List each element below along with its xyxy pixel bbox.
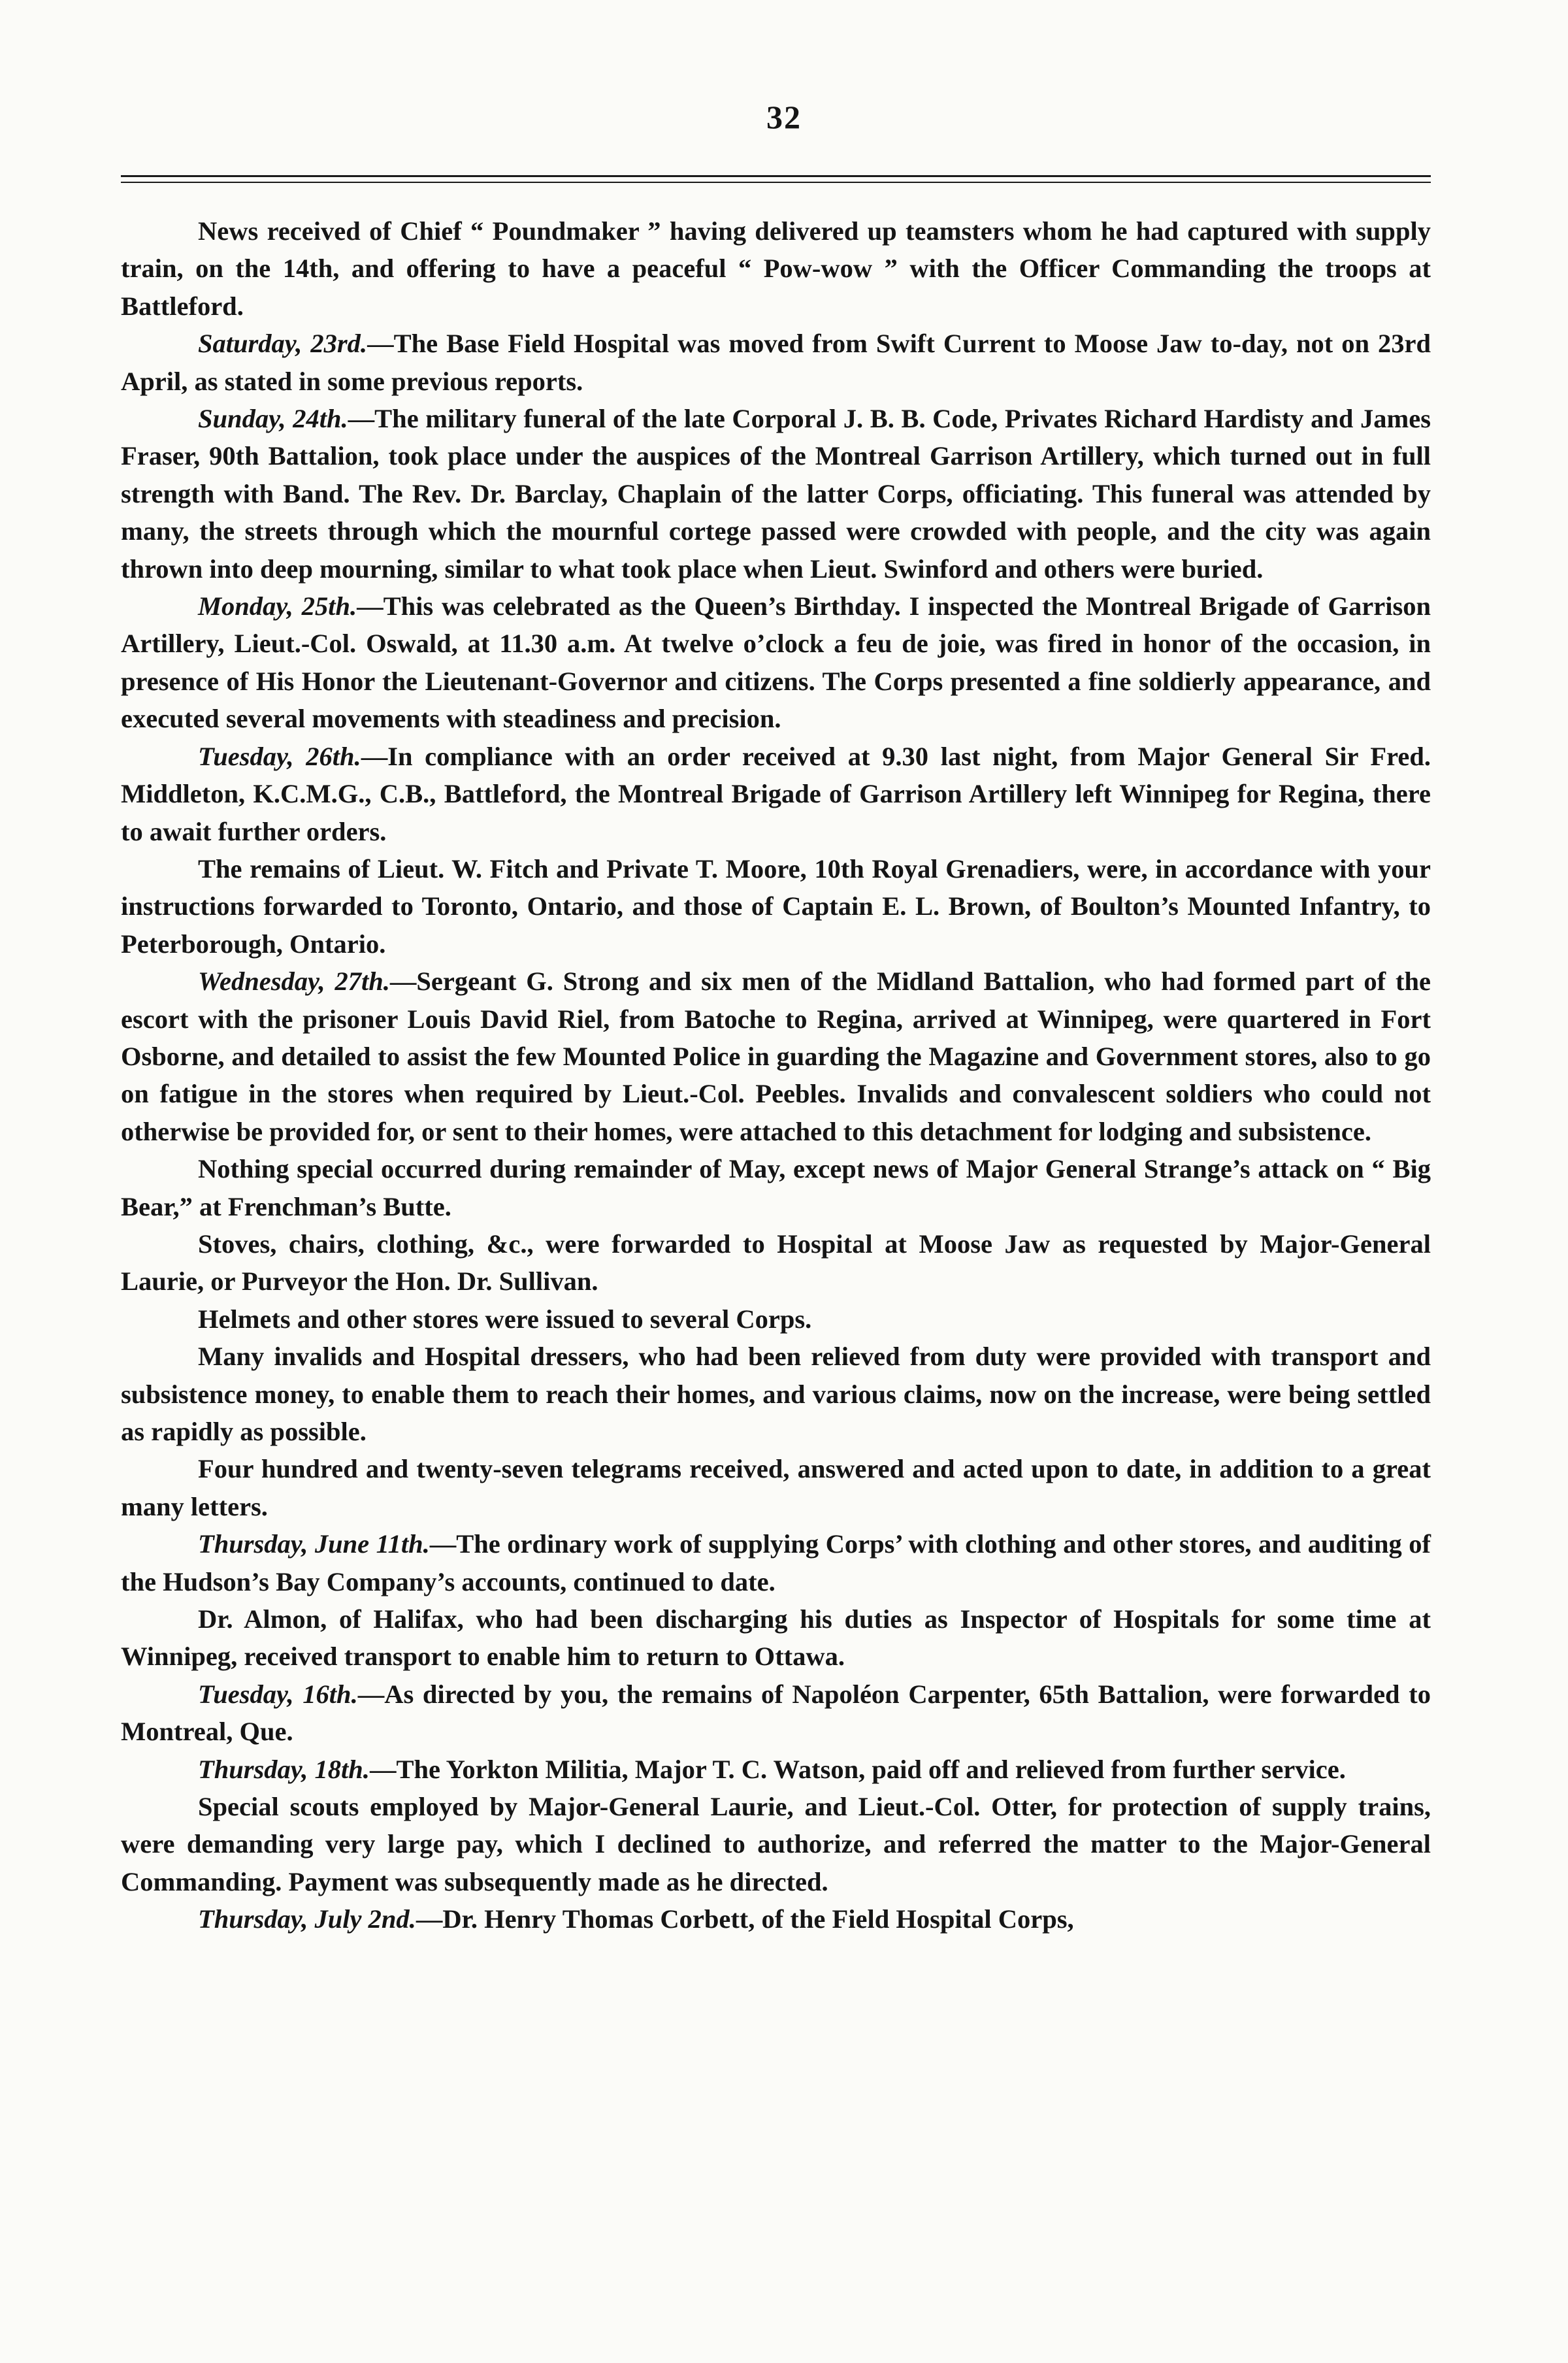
paragraph (121, 1900, 1431, 1938)
paragraph (121, 1751, 1431, 1788)
paragraph-text: —Sergeant G. Strong and six men of the Midland Battalion, who had formed part of the escort with the prisoner Louis David Riel, from Batoche to Regina, arrived at Winnipeg, were quartered in Fort Osborne, and detailed to assist the few Mounted Police in guarding the Magazine and Government stores, also to go on fatigue in the stores when required by Lieut.-Col. Peebles. Invalids and convalescent soldiers who could not otherwise be provided for, or sent to their homes, were attached to this detachment for lodging and subsistence. (121, 967, 1431, 1146)
paragraph (121, 738, 1431, 850)
paragraph (121, 1150, 1431, 1225)
body-text (121, 212, 1431, 1938)
paragraph (121, 1300, 1431, 1338)
paragraph-date: Thursday, 18th. (198, 1754, 370, 1784)
paragraph (121, 212, 1431, 325)
paragraph-date: Wednesday, 27th. (198, 967, 390, 997)
paragraph (121, 850, 1431, 963)
paragraph-text: Nothing special occurred during remainder of May, except news of Major General Strange’s attack on “ Big Bear,” at Frenchman’s Butte. (121, 1154, 1431, 1221)
paragraph-text: —This was celebrated as the Queen’s Birthday. I inspected the Montreal Brigade of Garrison Artillery, Lieut.-Col. Oswald, at 11.30 a.m. At twelve o’clock a feu de joie, was fired in honor of the occasion, in presence of His Honor the Lieutenant-Governor and citizens. The Corps presented a fine soldierly appearance, and executed several movements with steadiness and precision. (121, 591, 1431, 734)
paragraph (121, 400, 1431, 587)
paragraph-text: —The Base Field Hospital was moved from Swift Current to Moose Jaw to-day, not on 23rd April, as stated in some previous reports. (121, 329, 1431, 396)
paragraph-text: —The ordinary work of supplying Corps’ with clothing and other stores, and auditing of the Hudson’s Bay Company’s accounts, continued to date. (121, 1529, 1431, 1596)
paragraph-date: Monday, 25th. (198, 591, 357, 621)
paragraph (121, 1225, 1431, 1300)
paragraph-date: Tuesday, 16th. (198, 1679, 358, 1709)
paragraph-date: Thursday, July 2nd. (198, 1904, 416, 1934)
paragraph-text: Special scouts employed by Major-General Laurie, and Lieut.-Col. Otter, for protection of supply trains, were demanding very large pay, which I declined to authorize, and referred the matter to the Major-General Commanding. Payment was subsequently made as he directed. (121, 1792, 1431, 1896)
paragraph-text: —The Yorkton Militia, Major T. C. Watson, paid off and relieved from further service. (369, 1754, 1346, 1784)
page-number: 32 (766, 99, 802, 135)
paragraph (121, 1450, 1431, 1525)
header-rule-secondary (121, 182, 1431, 183)
paragraph-text: —As directed by you, the remains of Napoléon Carpenter, 65th Battalion, were forwarded to Montreal, Que. (121, 1679, 1431, 1747)
paragraph-text: —Dr. Henry Thomas Corbett, of the Field Hospital Corps, (416, 1904, 1074, 1934)
paragraph (121, 1676, 1431, 1751)
paragraph (121, 1788, 1431, 1900)
paragraph (121, 1525, 1431, 1600)
paragraph-text: Helmets and other stores were issued to several Corps. (198, 1304, 812, 1334)
paragraph-date: Tuesday, 26th. (198, 741, 361, 771)
paragraph (121, 325, 1431, 400)
paragraph-text: Stoves, chairs, clothing, &c., were forwarded to Hospital at Moose Jaw as requested by Major-General Laurie, or Purveyor the Hon. Dr. Sullivan. (121, 1229, 1431, 1297)
paragraph-text: —The military funeral of the late Corporal J. B. B. Code, Privates Richard Hardisty and James Fraser, 90th Battalion, took place under the auspices of the Montreal Garrison Artillery, which turned out in full strength with Band. The Rev. Dr. Barclay, Chaplain of the latter Corps, officiating. This funeral was attended by many, the streets through which the mournful cortege passed were crowded with people, and the city was again thrown into deep mourning, similar to what took place when Lieut. Swinford and others were buried. (121, 404, 1431, 584)
paragraph-text: Dr. Almon, of Halifax, who had been discharging his duties as Inspector of Hospitals for some time at Winnipeg, received transport to enable him to return to Ottawa. (121, 1604, 1431, 1672)
paragraph-text: News received of Chief “ Poundmaker ” having delivered up teamsters whom he had captured with supply train, on the 14th, and offering to have a peaceful “ Pow-wow ” with the Officer Commanding the troops at Battleford. (121, 216, 1431, 321)
paragraph (121, 963, 1431, 1150)
paragraph (121, 587, 1431, 738)
header-rule (121, 175, 1431, 177)
paragraph-text: Many invalids and Hospital dressers, who had been relieved from duty were provided with transport and subsistence money, to enable them to reach their homes, and various claims, now on the increase, were being settled as rapidly as possible. (121, 1342, 1431, 1446)
paragraph-text: The remains of Lieut. W. Fitch and Private T. Moore, 10th Royal Grenadiers, were, in accordance with your instructions forwarded to Toronto, Ontario, and those of Captain E. L. Brown, of Boulton’s Mounted Infantry, to Peterborough, Ontario. (121, 853, 1431, 959)
paragraph-date: Sunday, 24th. (198, 404, 348, 434)
paragraph-date: Saturday, 23rd. (198, 329, 368, 359)
paragraph-date: Thursday, June 11th. (198, 1529, 430, 1559)
paragraph-text: —In compliance with an order received at 9.30 last night, from Major General Sir Fred. Middleton, K.C.M.G., C.B., Battleford, the Montreal Brigade of Garrison Artillery left Winnipeg for Regina, there to await further orders. (121, 741, 1431, 846)
paragraph-text: Four hundred and twenty-seven telegrams received, answered and acted upon to date, in addition to a great many letters. (121, 1454, 1431, 1521)
paragraph (121, 1600, 1431, 1676)
paragraph (121, 1338, 1431, 1450)
